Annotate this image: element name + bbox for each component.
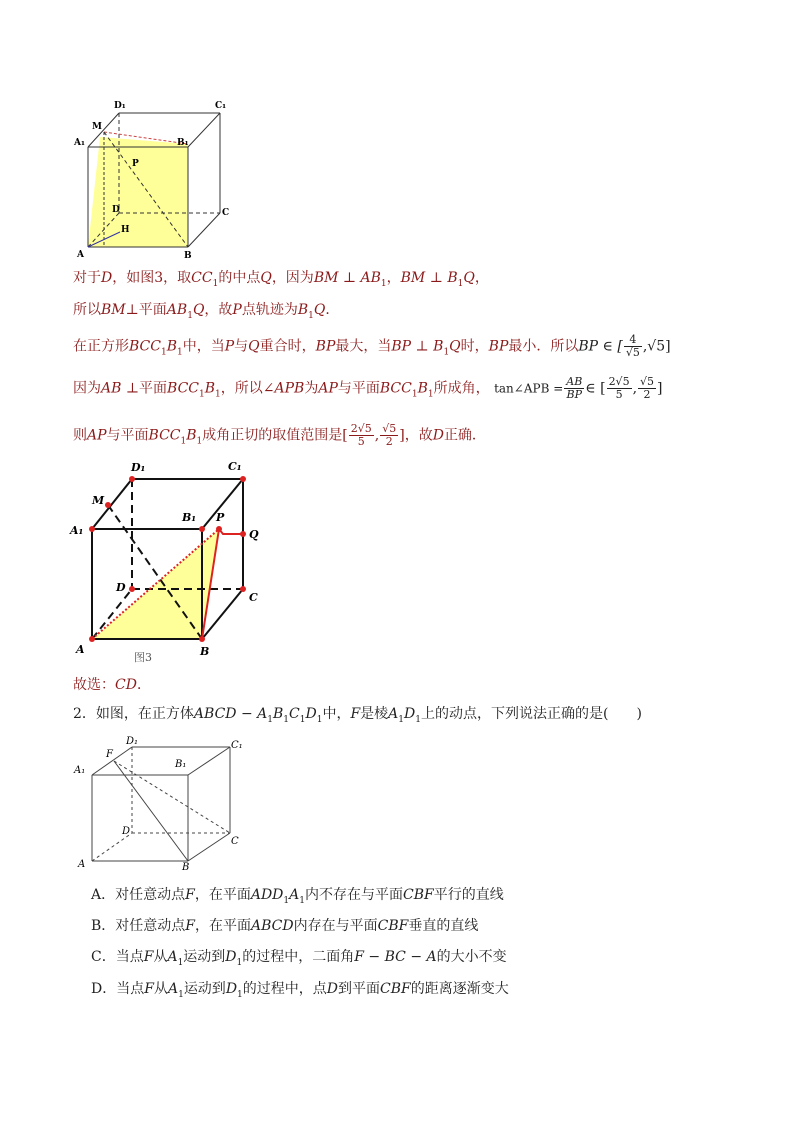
fig3-label-B: B (182, 862, 190, 873)
figure-question-cube (70, 735, 250, 875)
answer-line: 故选：CD． (73, 677, 151, 693)
fig2-label-D: D (116, 581, 126, 594)
question-2-stem: 2．如图，在正方体ABCD − $A_1B_1C_1D_1$中，F是棱$A_1D_1$上的动点，下列说法正确的是( ) (73, 706, 642, 725)
fig2-label-P: P (216, 511, 225, 524)
fig1-label-B1: B₁ (177, 138, 189, 148)
fig2-caption: 图3 (134, 651, 152, 664)
fig2-label-D1: D₁ (131, 461, 146, 474)
solution-line-3: 在正方形$BCC_1B_1$中，当P与Q重合时，BP最大，当BP ⊥ $B_1Q$时，BP最小．所以BP ∈ [ $\frac{4}{√5}$ ,√5] (73, 333, 671, 359)
fig2-label-B: B (200, 645, 210, 658)
fig1-label-C1: C₁ (215, 101, 227, 111)
fig3-label-A1: A₁ (74, 765, 86, 776)
figure-1-cube (70, 96, 240, 262)
fig3-label-D1: D₁ (126, 736, 139, 747)
fig1-label-M: M (92, 122, 102, 132)
fig1-label-D: D (112, 205, 120, 215)
option-d[interactable]: D．当点F从$A_1$运动到$D_1$的过程中，点D到平面CBF的距离逐渐变大 (91, 981, 509, 1000)
option-b[interactable]: B．对任意动点F，在平面ABCD内存在与平面CBF垂直的直线 (91, 918, 479, 934)
fig2-label-A: A (76, 643, 85, 656)
fig2-label-C1: C₁ (228, 460, 242, 473)
fig1-label-B: B (184, 251, 192, 261)
solution-line-4: 因为AB ⊥平面$BCC_1B_1$，所以∠APB为AP与平面$BCC_1B_1$所成角， tan∠APB = $\frac{AB}{BP}$ ∈ [ $\frac{2√5}{5}$ , $\frac{√5}{2}$ ] (73, 375, 663, 401)
solution-line-2: 所以BM⊥平面$AB_1Q$，故P点轨迹为$B_1Q$． (73, 302, 340, 321)
fig3-label-C1: C₁ (231, 740, 243, 751)
fig1-label-A: A (77, 250, 84, 260)
solution-line-5: 则AP与平面$BCC_1B_1$成角正切的取值范围是[ $\frac{2√5}{5}$ , $\frac{√5}{2}$ ]，故D正确． (73, 422, 486, 448)
fig2-label-Q: Q (249, 528, 259, 541)
solution-line-1: 对于D，如图3，取$CC_1$的中点Q，因为BM ⊥ $AB_1$，BM ⊥ $B_1Q$， (73, 270, 489, 289)
fig3-label-B1: B₁ (175, 759, 187, 770)
fig2-label-A1: A₁ (70, 524, 84, 537)
fig2-label-M: M (92, 494, 105, 507)
fig2-label-B1: B₁ (182, 511, 197, 524)
fig3-label-D: D (122, 826, 131, 837)
option-c[interactable]: C．当点F从$A_1$运动到$D_1$的过程中，二面角F − BC − A的大小不变 (91, 949, 507, 968)
figure-3-cube (68, 455, 278, 667)
fig3-label-C: C (231, 836, 239, 847)
fig1-label-P: P (132, 159, 139, 169)
option-a[interactable]: A．对任意动点F，在平面$ADD_1A_1$内不存在与平面CBF平行的直线 (91, 887, 504, 906)
fig1-label-A1: A₁ (74, 138, 85, 148)
fig2-label-C: C (249, 591, 258, 604)
fig1-label-H: H (121, 225, 130, 235)
fig1-label-D1: D₁ (114, 101, 126, 111)
fig3-label-A: A (78, 859, 86, 870)
fig1-label-C: C (222, 208, 230, 218)
fig3-label-F: F (106, 749, 113, 760)
